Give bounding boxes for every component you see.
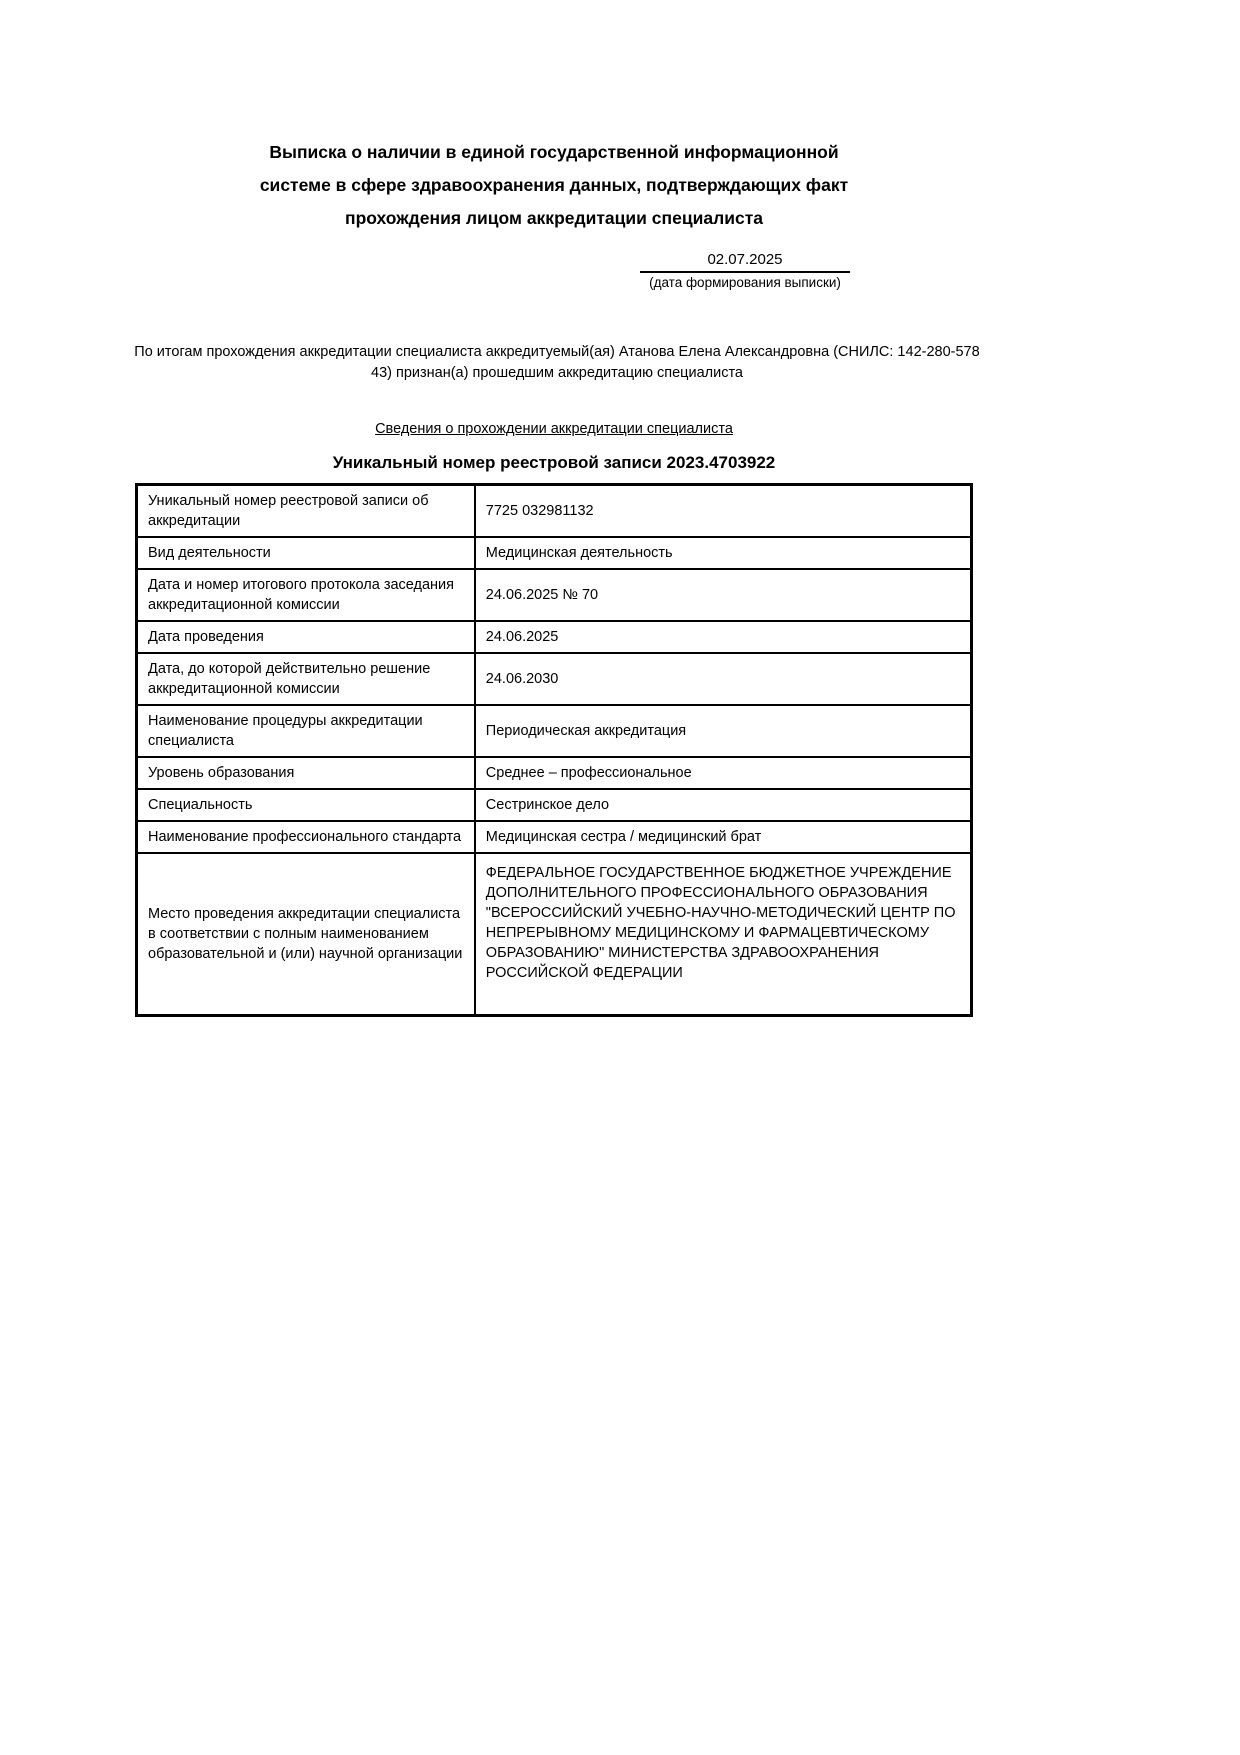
table-row-label: Специальность [137, 789, 475, 821]
table-row-label: Вид деятельности [137, 537, 475, 569]
table-row-value: 24.06.2025 [475, 621, 972, 653]
table-row [137, 569, 972, 621]
accreditation-table-body [137, 485, 972, 1016]
table-row-value: Медицинская деятельность [475, 537, 972, 569]
document-title-line: системе в сфере здравоохранения данных, подтверждающих факт [259, 175, 849, 195]
table-row-label: Уникальный номер реестровой записи об аккредитации [137, 485, 475, 538]
table-row [137, 621, 972, 653]
document-title [135, 136, 973, 235]
table-row-value: Периодическая аккредитация [475, 705, 972, 757]
table-row [137, 853, 972, 1016]
table-row-label: Уровень образования [137, 757, 475, 789]
section-heading: Сведения о прохождении аккредитации специалиста [375, 421, 733, 437]
table-row [137, 653, 972, 705]
table-row [137, 789, 972, 821]
table-row-value: 7725 032981132 [475, 485, 972, 538]
table-row-label: Наименование профессионального стандарта [137, 821, 475, 853]
table-row [137, 757, 972, 789]
table-row-value: 24.06.2030 [475, 653, 972, 705]
formation-date-block [640, 249, 850, 292]
table-row-label: Место проведения аккредитации специалиста в соответствии с полным наименованием образовательной и (или) научной организации [137, 853, 475, 1016]
formation-date-caption: (дата формирования выписки) [649, 275, 841, 290]
table-row-label: Дата проведения [137, 621, 475, 653]
formation-date: 02.07.2025 [640, 249, 850, 273]
table-row-label: Дата и номер итогового протокола заседания аккредитационной комиссии [137, 569, 475, 621]
table-row-value: 24.06.2025 № 70 [475, 569, 972, 621]
table-row-value: Сестринское дело [475, 789, 972, 821]
document-title-line: Выписка о наличии в единой государственной информационной [269, 142, 839, 162]
table-row-label: Наименование процедуры аккредитации специалиста [137, 705, 475, 757]
table-row-value: Медицинская сестра / медицинский брат [475, 821, 972, 853]
table-row [137, 705, 972, 757]
table-row [137, 821, 972, 853]
table-row [137, 537, 972, 569]
accreditation-table [135, 483, 973, 1017]
table-row-value: ФЕДЕРАЛЬНОЕ ГОСУДАРСТВЕННОЕ БЮДЖЕТНОЕ УЧРЕЖДЕНИЕ ДОПОЛНИТЕЛЬНОГО ПРОФЕССИОНАЛЬНОГО ОБРАЗОВАНИЯ "ВСЕРОССИЙСКИЙ УЧЕБНО-НАУЧНО-МЕТОДИЧЕСКИЙ ЦЕНТР ПО НЕПРЕРЫВНОМУ МЕДИЦИНСКОМУ И ФАРМАЦЕВТИЧЕСКОМУ ОБРАЗОВАНИЮ" МИНИСТЕРСТВА ЗДРАВООХРАНЕНИЯ РОССИЙСКОЙ ФЕДЕРАЦИИ [475, 853, 972, 1016]
table-row-value: Среднее – профессиональное [475, 757, 972, 789]
intro-paragraph: По итогам прохождения аккредитации специалиста аккредитуемый(ая) Атанова Елена Александровна (СНИЛС: 142-280-578 43) признан(а) прошедшим аккредитацию специалиста [134, 344, 980, 381]
registry-number-heading: Уникальный номер реестровой записи 2023.4703922 [332, 453, 776, 472]
document-title-line: прохождения лицом аккредитации специалиста [345, 208, 763, 228]
document-content [134, 0, 980, 1017]
table-row [137, 485, 972, 538]
table-row-label: Дата, до которой действительно решение аккредитационной комиссии [137, 653, 475, 705]
